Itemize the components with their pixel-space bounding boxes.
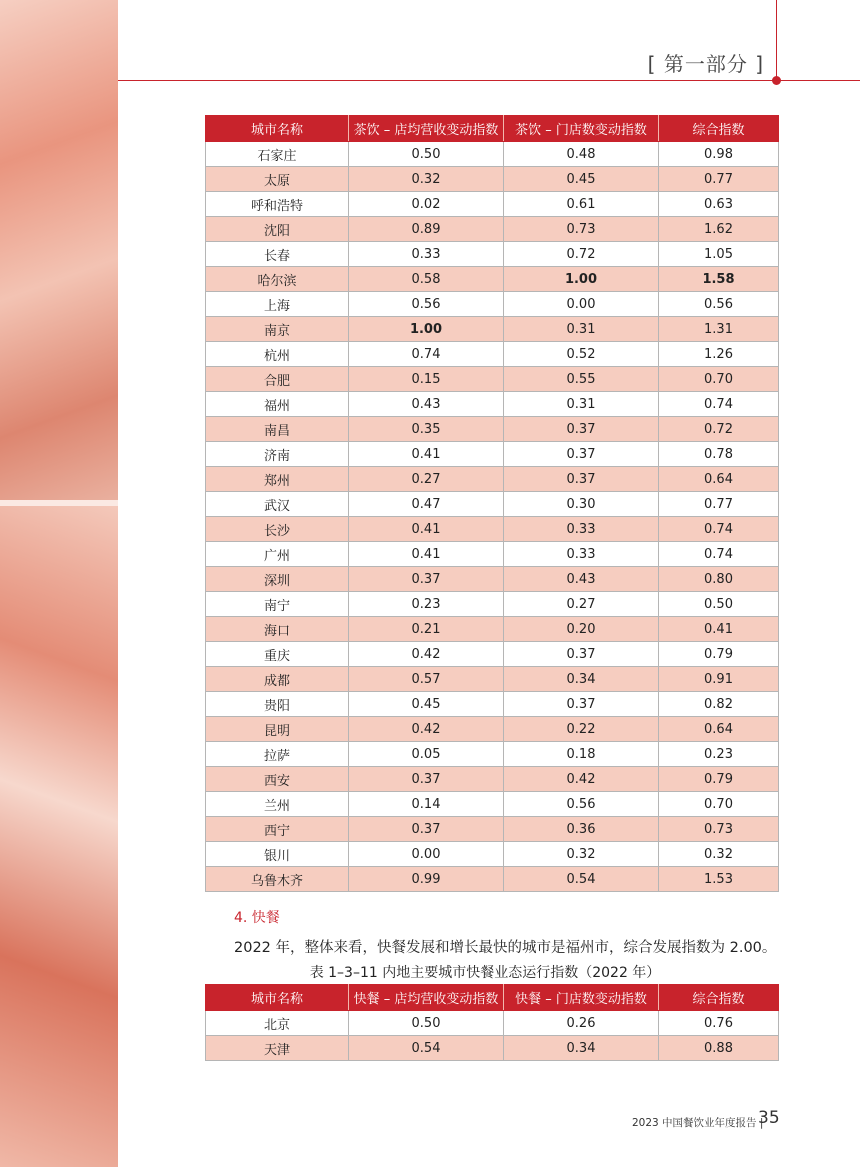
- table-row: [206, 717, 779, 742]
- cell-city: 哈尔滨: [206, 267, 349, 292]
- table-row: [206, 517, 779, 542]
- cell-value: 0.56: [504, 792, 659, 817]
- section-heading-fast-food: 4. 快餐: [234, 910, 280, 926]
- cell-value: 0.64: [659, 717, 779, 742]
- cell-value: 0.42: [349, 717, 504, 742]
- cell-city: 长沙: [206, 517, 349, 542]
- cell-value: 1.00: [504, 267, 659, 292]
- cell-value: 0.20: [504, 617, 659, 642]
- cell-city: 北京: [206, 1011, 349, 1036]
- cell-value: 0.37: [349, 817, 504, 842]
- cell-value: 0.34: [504, 1036, 659, 1061]
- cell-value: 0.37: [349, 767, 504, 792]
- cell-value: 0.58: [349, 267, 504, 292]
- cell-value: 0.37: [504, 642, 659, 667]
- table-row: [206, 292, 779, 317]
- col-header-composite-index: 综合指数: [659, 116, 779, 142]
- cell-city: 长春: [206, 242, 349, 267]
- cell-value: 0.89: [349, 217, 504, 242]
- cell-value: 0.91: [659, 667, 779, 692]
- tea-drink-index-table: [205, 115, 779, 892]
- cell-value: 0.33: [349, 242, 504, 267]
- table-row: [206, 767, 779, 792]
- cell-value: 0.72: [504, 242, 659, 267]
- cell-value: 0.56: [659, 292, 779, 317]
- cell-city: 兰州: [206, 792, 349, 817]
- cell-city: 石家庄: [206, 142, 349, 167]
- cell-value: 0.31: [504, 392, 659, 417]
- cell-city: 天津: [206, 1036, 349, 1061]
- table-row: [206, 867, 779, 892]
- cell-city: 太原: [206, 167, 349, 192]
- cell-value: 0.18: [504, 742, 659, 767]
- cell-city: 广州: [206, 542, 349, 567]
- cell-value: 0.45: [504, 167, 659, 192]
- cell-value: 0.22: [504, 717, 659, 742]
- cell-value: 0.74: [349, 342, 504, 367]
- cell-city: 贵阳: [206, 692, 349, 717]
- cell-value: 0.48: [504, 142, 659, 167]
- cell-value: 0.99: [349, 867, 504, 892]
- cell-value: 0.74: [659, 542, 779, 567]
- cell-city: 南京: [206, 317, 349, 342]
- side-decorative-photo: [0, 0, 118, 1167]
- cell-value: 0.76: [659, 1011, 779, 1036]
- page-number: 35: [758, 1108, 780, 1128]
- cell-value: 0.21: [349, 617, 504, 642]
- cell-value: 1.05: [659, 242, 779, 267]
- cell-value: 0.77: [659, 492, 779, 517]
- cell-city: 上海: [206, 292, 349, 317]
- cell-city: 福州: [206, 392, 349, 417]
- cell-value: 0.27: [349, 467, 504, 492]
- table-row: [206, 692, 779, 717]
- fast-food-summary-paragraph: 2022 年，整体来看，快餐发展和增长最快的城市是福州市，综合发展指数为 2.00。: [234, 940, 777, 956]
- col-header-revenue-index: 茶饮 – 店均营收变动指数: [349, 116, 504, 142]
- cell-city: 乌鲁木齐: [206, 867, 349, 892]
- cell-city: 南昌: [206, 417, 349, 442]
- cell-value: 0.79: [659, 642, 779, 667]
- cell-value: 1.31: [659, 317, 779, 342]
- table-row: [206, 592, 779, 617]
- cell-value: 0.30: [504, 492, 659, 517]
- cell-value: 0.70: [659, 792, 779, 817]
- cell-value: 0.50: [349, 1011, 504, 1036]
- cell-value: 0.63: [659, 192, 779, 217]
- cell-value: 0.37: [504, 442, 659, 467]
- table-row: [206, 1036, 779, 1061]
- cell-value: 0.45: [349, 692, 504, 717]
- cell-value: 0.14: [349, 792, 504, 817]
- cell-value: 0.54: [349, 1036, 504, 1061]
- header-dot: [772, 76, 781, 85]
- table-row: [206, 742, 779, 767]
- cell-value: 0.33: [504, 542, 659, 567]
- cell-value: 0.61: [504, 192, 659, 217]
- table-row: [206, 667, 779, 692]
- header-vertical-rule: [776, 0, 777, 80]
- table-header-row: [206, 985, 779, 1011]
- cell-value: 0.15: [349, 367, 504, 392]
- cell-value: 0.32: [659, 842, 779, 867]
- table-row: [206, 317, 779, 342]
- table-row: [206, 642, 779, 667]
- cell-value: 0.23: [659, 742, 779, 767]
- col-header-city: 城市名称: [206, 985, 349, 1011]
- cell-value: 0.35: [349, 417, 504, 442]
- cell-value: 0.41: [349, 442, 504, 467]
- cell-value: 0.00: [504, 292, 659, 317]
- cell-value: 0.54: [504, 867, 659, 892]
- cell-city: 郑州: [206, 467, 349, 492]
- table-row: [206, 842, 779, 867]
- header-rule: [118, 80, 860, 81]
- cell-value: 0.74: [659, 392, 779, 417]
- cell-value: 1.53: [659, 867, 779, 892]
- cell-city: 西宁: [206, 817, 349, 842]
- table-row: [206, 142, 779, 167]
- cell-value: 0.43: [349, 392, 504, 417]
- cell-value: 0.37: [349, 567, 504, 592]
- cell-value: 0.37: [504, 467, 659, 492]
- fast-food-index-table: [205, 984, 779, 1061]
- table-row: [206, 567, 779, 592]
- cell-value: 0.57: [349, 667, 504, 692]
- cell-city: 济南: [206, 442, 349, 467]
- cell-value: 0.41: [349, 517, 504, 542]
- cell-value: 0.42: [349, 642, 504, 667]
- cell-value: 0.42: [504, 767, 659, 792]
- cell-value: 0.02: [349, 192, 504, 217]
- cell-value: 0.43: [504, 567, 659, 592]
- table-row: [206, 392, 779, 417]
- cell-value: 0.73: [659, 817, 779, 842]
- cell-value: 0.33: [504, 517, 659, 542]
- col-header-store-count-index: 快餐 – 门店数变动指数: [504, 985, 659, 1011]
- table-row: [206, 492, 779, 517]
- table-row: [206, 242, 779, 267]
- cell-value: 0.88: [659, 1036, 779, 1061]
- table-row: [206, 817, 779, 842]
- cell-value: 0.74: [659, 517, 779, 542]
- cell-value: 0.36: [504, 817, 659, 842]
- cell-value: 0.52: [504, 342, 659, 367]
- cell-value: 0.32: [349, 167, 504, 192]
- table-row: [206, 167, 779, 192]
- cell-value: 0.23: [349, 592, 504, 617]
- cell-value: 1.26: [659, 342, 779, 367]
- cell-value: 0.72: [659, 417, 779, 442]
- col-header-revenue-index: 快餐 – 店均营收变动指数: [349, 985, 504, 1011]
- cell-city: 重庆: [206, 642, 349, 667]
- table-row: [206, 267, 779, 292]
- cell-value: 0.80: [659, 567, 779, 592]
- col-header-store-count-index: 茶饮 – 门店数变动指数: [504, 116, 659, 142]
- cell-value: 0.98: [659, 142, 779, 167]
- cell-value: 0.50: [659, 592, 779, 617]
- table-row: [206, 217, 779, 242]
- side-photo-divider: [0, 500, 118, 506]
- cell-city: 南宁: [206, 592, 349, 617]
- table-row: [206, 367, 779, 392]
- table-row: [206, 467, 779, 492]
- cell-value: 0.05: [349, 742, 504, 767]
- table-row: [206, 342, 779, 367]
- cell-value: 0.32: [504, 842, 659, 867]
- cell-city: 拉萨: [206, 742, 349, 767]
- cell-value: 0.41: [349, 542, 504, 567]
- cell-value: 0.27: [504, 592, 659, 617]
- table-row: [206, 417, 779, 442]
- table-row: [206, 542, 779, 567]
- cell-city: 沈阳: [206, 217, 349, 242]
- cell-value: 1.62: [659, 217, 779, 242]
- cell-value: 0.82: [659, 692, 779, 717]
- cell-city: 昆明: [206, 717, 349, 742]
- footer-report-title: 2023 中国餐饮业年度报告 |: [632, 1117, 764, 1129]
- col-header-city: 城市名称: [206, 116, 349, 142]
- cell-value: 0.31: [504, 317, 659, 342]
- cell-city: 西安: [206, 767, 349, 792]
- cell-city: 呼和浩特: [206, 192, 349, 217]
- table-caption: 表 1–3–11 内地主要城市快餐业态运行指数（2022 年）: [309, 965, 661, 981]
- cell-value: 0.41: [659, 617, 779, 642]
- table-row: [206, 617, 779, 642]
- cell-value: 0.37: [504, 692, 659, 717]
- cell-value: 0.00: [349, 842, 504, 867]
- cell-value: 0.79: [659, 767, 779, 792]
- cell-value: 0.73: [504, 217, 659, 242]
- cell-value: 0.78: [659, 442, 779, 467]
- cell-value: 0.56: [349, 292, 504, 317]
- cell-value: 0.50: [349, 142, 504, 167]
- cell-city: 银川: [206, 842, 349, 867]
- side-photo-bottom: [0, 505, 118, 1167]
- cell-city: 成都: [206, 667, 349, 692]
- cell-city: 深圳: [206, 567, 349, 592]
- cell-value: 0.64: [659, 467, 779, 492]
- table-row: [206, 792, 779, 817]
- side-photo-top: [0, 0, 118, 505]
- cell-value: 0.55: [504, 367, 659, 392]
- cell-value: 0.26: [504, 1011, 659, 1036]
- cell-value: 0.34: [504, 667, 659, 692]
- cell-value: 0.37: [504, 417, 659, 442]
- cell-city: 海口: [206, 617, 349, 642]
- table-row: [206, 1011, 779, 1036]
- cell-value: 1.00: [349, 317, 504, 342]
- col-header-composite-index: 综合指数: [659, 985, 779, 1011]
- table-row: [206, 442, 779, 467]
- cell-value: 0.77: [659, 167, 779, 192]
- cell-city: 武汉: [206, 492, 349, 517]
- table-row: [206, 192, 779, 217]
- section-label: [ 第一部分 ]: [647, 52, 764, 76]
- cell-city: 杭州: [206, 342, 349, 367]
- table-header-row: [206, 116, 779, 142]
- cell-value: 1.58: [659, 267, 779, 292]
- cell-value: 0.70: [659, 367, 779, 392]
- cell-value: 0.47: [349, 492, 504, 517]
- cell-city: 合肥: [206, 367, 349, 392]
